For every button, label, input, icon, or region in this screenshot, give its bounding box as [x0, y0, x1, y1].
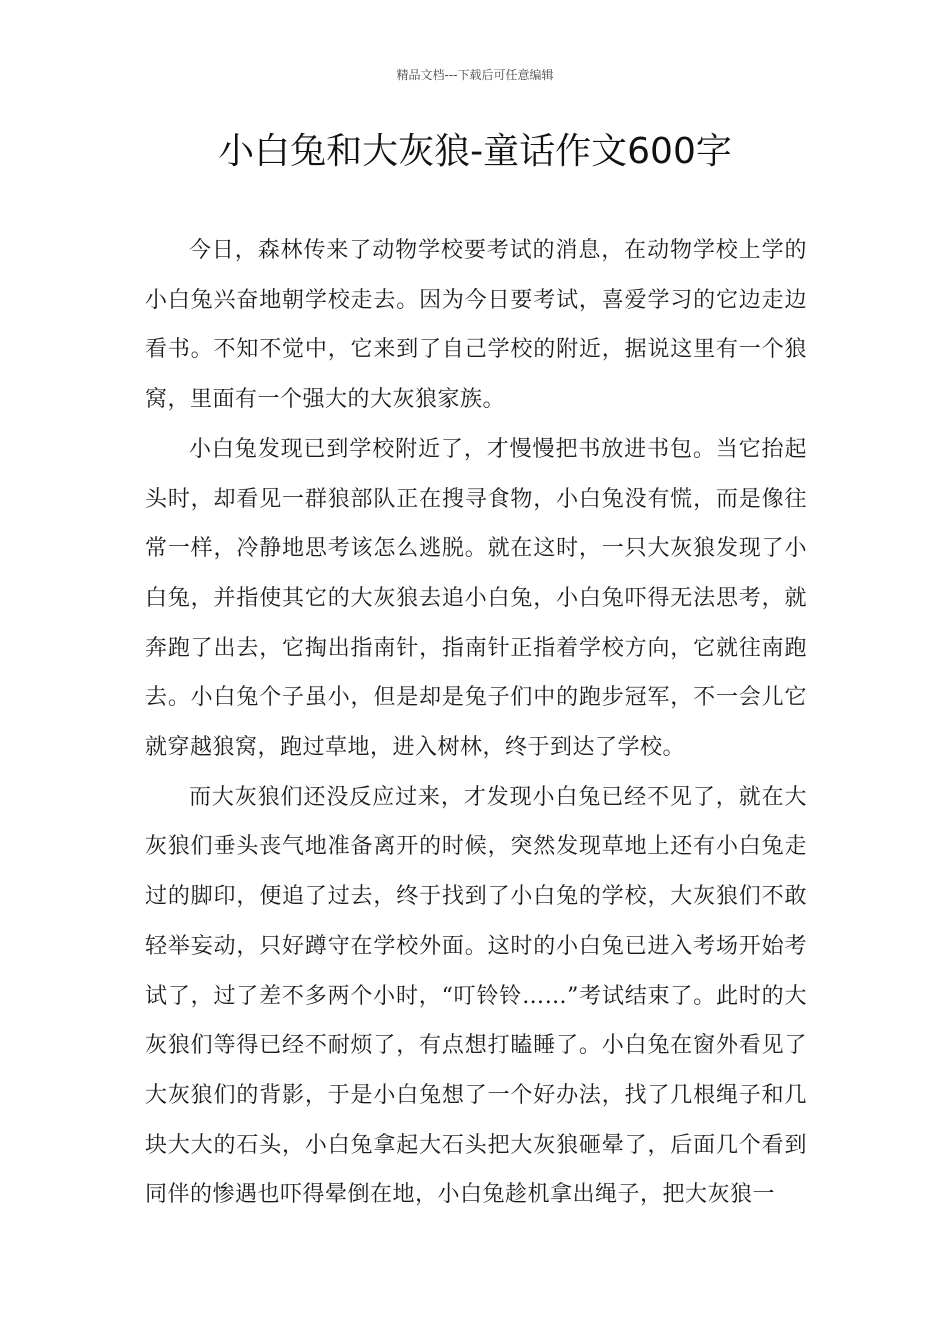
- paragraph: 而大灰狼们还没反应过来，才发现小白兔已经不见了，就在大灰狼们垂头丧气地准备离开的时候，突然发现草地上还有小白兔走过的脚印，便追了过去，终于找到了小白兔的学校，大灰狼们不敢轻举妄动，只好蹲守在学校外面。这时的小白兔已进入考场开始考试了，过了差不多两个小时，“叮铃铃……”考试结束了。此时的大灰狼们等得已经不耐烦了，有点想打瞌睡了。小白兔在窗外看见了大灰狼们的背影，于是小白兔想了一个好办法，找了几根绳子和几块大大的石头，小白兔拿起大石头把大灰狼砸晕了，后面几个看到同伴的惨遇也吓得晕倒在地，小白兔趁机拿出绳子，把大灰狼一: [145, 784, 807, 1208]
- paragraph: 小白兔发现已到学校附近了，才慢慢把书放进书包。当它抬起头时，却看见一群狼部队正在搜寻食物，小白兔没有慌，而是像往常一样，冷静地思考该怎么逃脱。就在这时，一只大灰狼发现了小白兔，并指使其它的大灰狼去追小白兔，小白兔吓得无法思考，就奔跑了出去，它掏出指南针，指南针正指着学校方向，它就往南跑去。小白兔个子虽小，但是却是兔子们中的跑步冠军，不一会儿它就穿越狼窝，跑过草地，进入树林，终于到达了学校。: [145, 436, 807, 761]
- header-note: 精品文档---下载后可任意编辑: [396, 68, 554, 82]
- document-body: [145, 226, 807, 1220]
- document-title: 小白兔和大灰狼-童话作文600字: [218, 131, 732, 172]
- paragraph: 今日，森林传来了动物学校要考试的消息，在动物学校上学的小白兔兴奋地朝学校走去。因为今日要考试，喜爱学习的它边走边看书。不知不觉中，它来到了自己学校的附近，据说这里有一个狼窝，里面有一个强大的大灰狼家族。: [145, 238, 807, 413]
